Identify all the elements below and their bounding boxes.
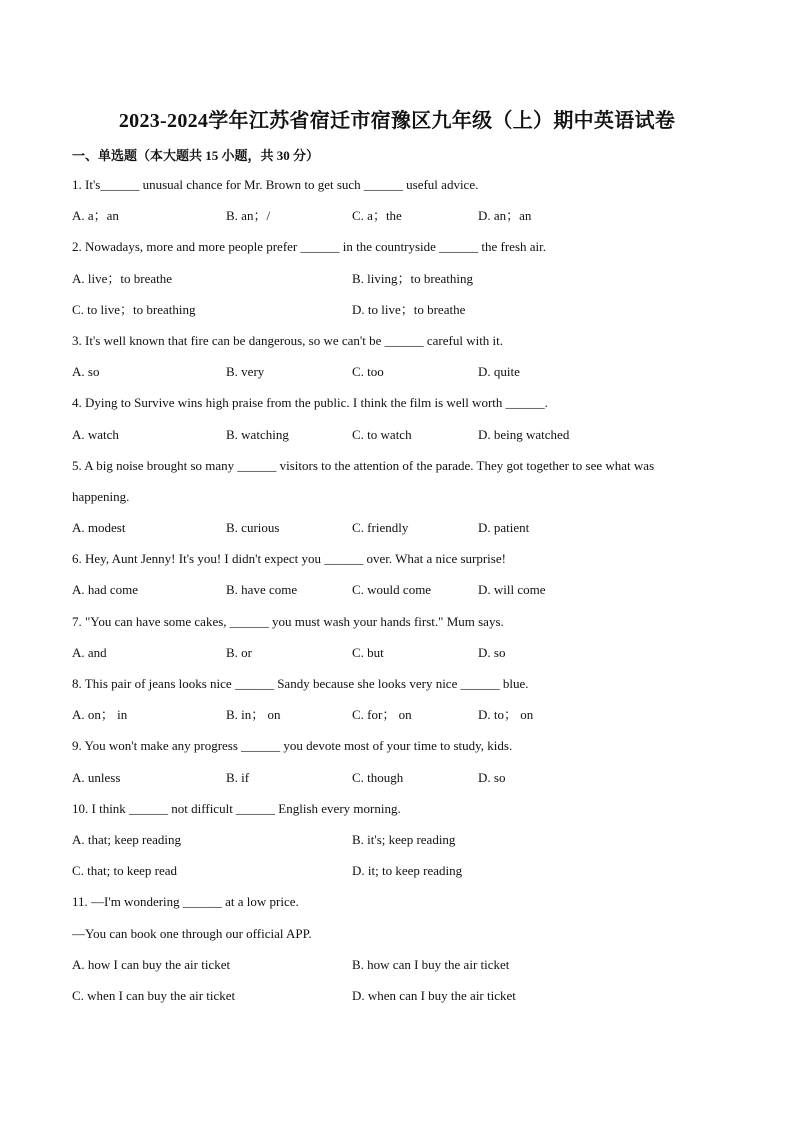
question-stem-line: 5. A big noise brought so many ______ visitors to the attention of the parade. They got together to see what was (72, 457, 655, 473)
option-a[interactable]: A. a；an (72, 208, 119, 224)
option-b[interactable]: B. very (226, 364, 265, 380)
question-stem-line: 2. Nowadays, more and more people prefer ______ in the countryside ______ the fresh air. (72, 239, 547, 255)
option-row (72, 263, 722, 294)
option-row (72, 419, 722, 450)
option-d[interactable]: D. so (478, 644, 506, 660)
question-3 (72, 325, 722, 387)
option-b[interactable]: B. if (226, 769, 250, 785)
option-row (72, 574, 722, 605)
option-d[interactable]: D. quite (478, 364, 520, 380)
question-stem-line: 3. It's well known that fire can be dangerous, so we can't be ______ careful with it. (72, 332, 504, 348)
option-b[interactable]: B. curious (226, 520, 280, 536)
option-c[interactable]: C. but (352, 644, 384, 660)
option-c[interactable]: C. friendly (352, 520, 409, 536)
option-b[interactable]: B. it's; keep reading (352, 831, 456, 847)
option-c[interactable]: C. that; to keep read (72, 863, 178, 879)
question-stem-line: 7. "You can have some cakes, ______ you must wash your hands first." Mum says. (72, 613, 504, 629)
option-a[interactable]: A. so (72, 364, 100, 380)
option-row (72, 356, 722, 387)
question-2 (72, 231, 722, 325)
page-title: 2023-2024学年江苏省宿迁市宿豫区九年级（上）期中英语试卷 (118, 110, 676, 132)
option-row (72, 824, 722, 855)
section-heading: 一、单选题（本大题共 15 小题，共 30 分） (72, 148, 320, 163)
option-a[interactable]: A. live；to breathe (72, 270, 172, 286)
option-c[interactable]: C. to watch (352, 426, 412, 442)
option-row (72, 855, 722, 886)
option-a[interactable]: A. modest (72, 520, 126, 536)
option-b[interactable]: B. watching (226, 426, 289, 442)
question-stem-line: 11. —I'm wondering ______ at a low price. (72, 894, 299, 910)
option-row (72, 980, 722, 1011)
question-stem-line: —You can book one through our official APP. (72, 925, 312, 941)
question-stem-line: 9. You won't make any progress ______ you devote most of your time to study, kids. (72, 738, 513, 754)
question-stem-line: happening. (72, 488, 130, 504)
option-d[interactable]: D. being watched (478, 426, 570, 442)
option-row (72, 512, 722, 543)
option-a[interactable]: A. on； in (72, 707, 128, 723)
question-1 (72, 169, 722, 231)
question-6 (72, 543, 722, 605)
option-row (72, 699, 722, 730)
question-4 (72, 387, 722, 449)
option-d[interactable]: D. to live；to breathe (352, 301, 466, 317)
option-row (72, 294, 722, 325)
question-7 (72, 606, 722, 668)
question-stem-line: 6. Hey, Aunt Jenny! It's you! I didn't expect you ______ over. What a nice surprise! (72, 551, 506, 567)
question-10 (72, 793, 722, 887)
option-row (72, 200, 722, 231)
option-d[interactable]: D. to； on (478, 707, 534, 723)
question-stem-line: 4. Dying to Survive wins high praise from the public. I think the film is well worth ______. (72, 395, 548, 411)
question-list (72, 169, 722, 1011)
option-row (72, 762, 722, 793)
option-b[interactable]: B. in； on (226, 707, 281, 723)
option-row (72, 637, 722, 668)
option-d[interactable]: D. an；an (478, 208, 532, 224)
option-c[interactable]: C. though (352, 769, 404, 785)
option-a[interactable]: A. and (72, 644, 107, 660)
option-b[interactable]: B. have come (226, 582, 298, 598)
option-d[interactable]: D. will come (478, 582, 546, 598)
question-11 (72, 886, 722, 1011)
option-c[interactable]: C. when I can buy the air ticket (72, 987, 236, 1003)
question-stem-line: 10. I think ______ not difficult ______ English every morning. (72, 800, 401, 816)
question-8 (72, 668, 722, 730)
question-5 (72, 450, 722, 544)
option-c[interactable]: C. a；the (352, 208, 402, 224)
option-d[interactable]: D. so (478, 769, 506, 785)
option-d[interactable]: D. when can I buy the air ticket (352, 987, 516, 1003)
option-c[interactable]: C. to live；to breathing (72, 301, 196, 317)
option-b[interactable]: B. living；to breathing (352, 270, 473, 286)
option-a[interactable]: A. how I can buy the air ticket (72, 956, 231, 972)
option-b[interactable]: B. how can I buy the air ticket (352, 956, 510, 972)
option-a[interactable]: A. had come (72, 582, 139, 598)
option-c[interactable]: C. would come (352, 582, 432, 598)
option-a[interactable]: A. watch (72, 426, 119, 442)
option-c[interactable]: C. for； on (352, 707, 412, 723)
question-stem-line: 1. It's______ unusual chance for Mr. Brown to get such ______ useful advice. (72, 177, 479, 192)
option-b[interactable]: B. an；/ (226, 208, 271, 224)
option-row (72, 949, 722, 980)
option-a[interactable]: A. unless (72, 769, 121, 785)
option-d[interactable]: D. patient (478, 520, 530, 536)
question-stem-line: 8. This pair of jeans looks nice ______ Sandy because she looks very nice ______ blue. (72, 676, 529, 691)
option-a[interactable]: A. that; keep reading (72, 831, 182, 847)
question-9 (72, 730, 722, 792)
option-c[interactable]: C. too (352, 364, 384, 380)
option-b[interactable]: B. or (226, 644, 252, 660)
option-d[interactable]: D. it; to keep reading (352, 863, 463, 879)
